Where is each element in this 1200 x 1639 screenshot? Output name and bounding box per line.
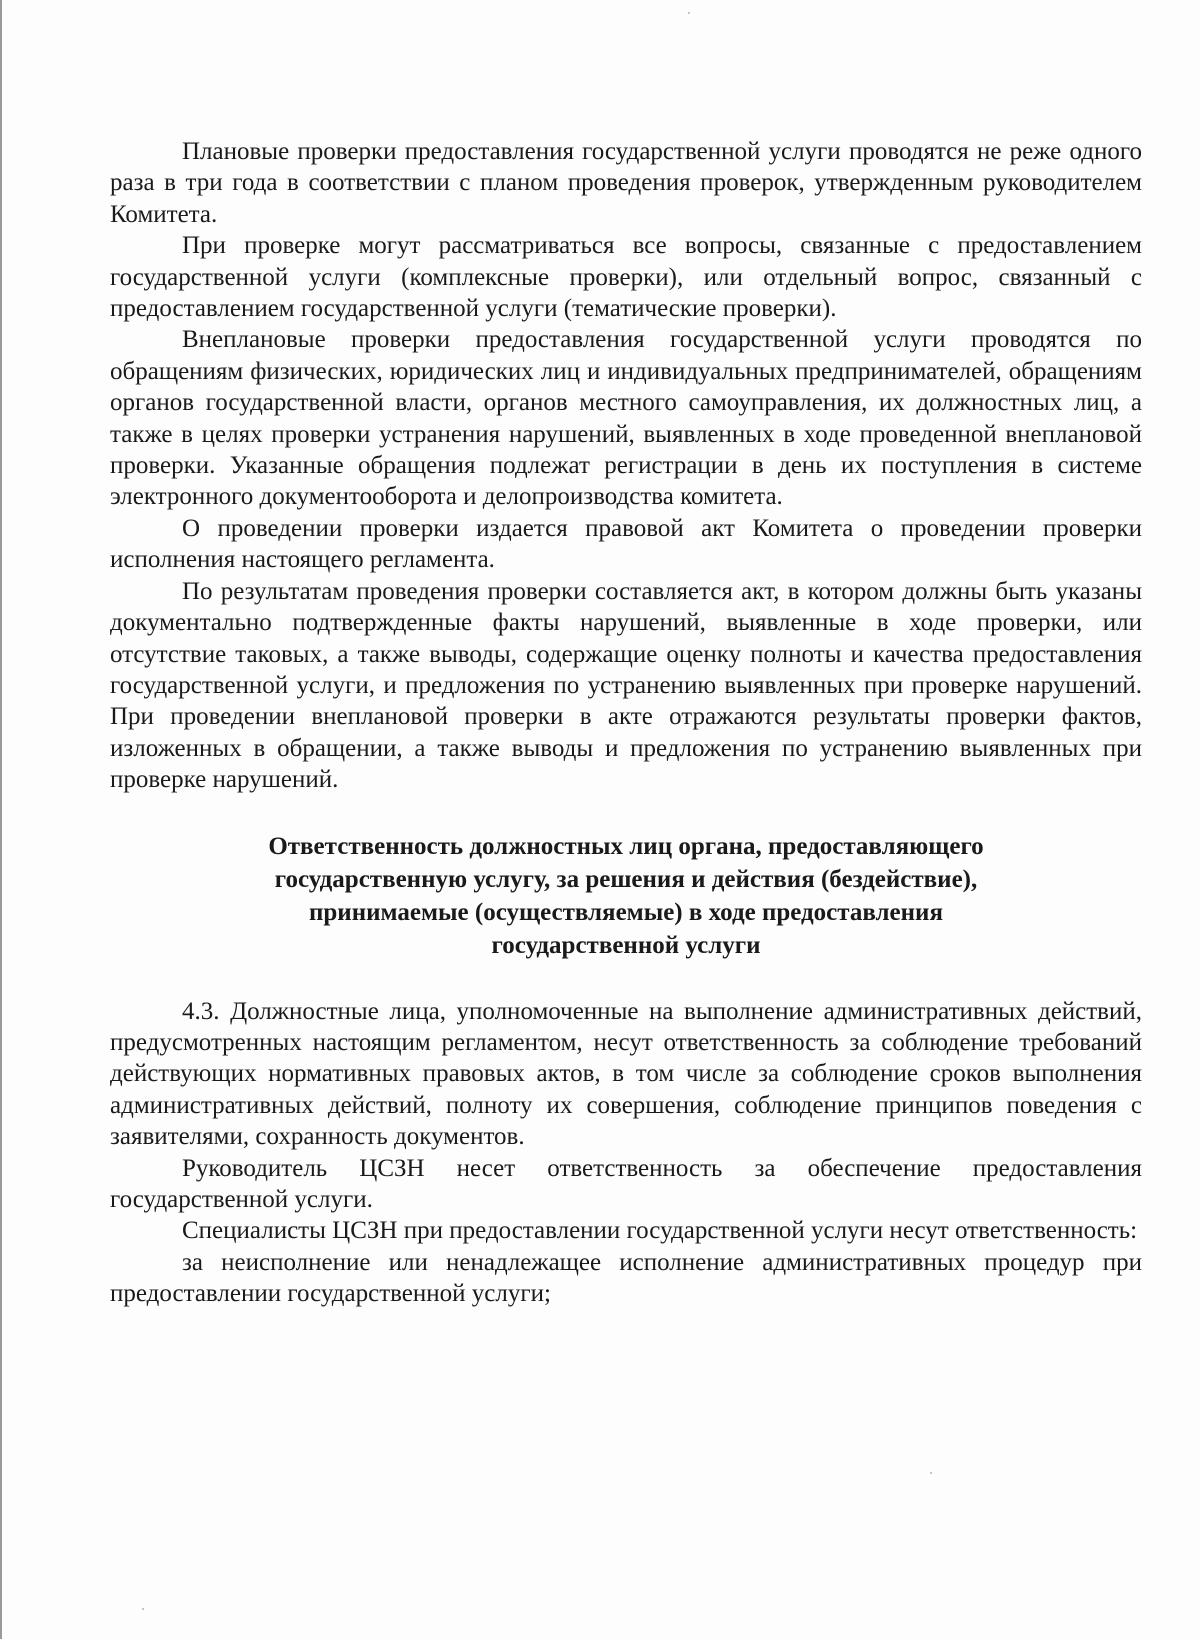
scan-speck (688, 12, 690, 14)
paragraph-unplanned-inspections: Внеплановые проверки предоставления государственной услуги проводятся по обращениям физических, юридических лиц и индивидуальных предпринимателей, обращениям органов государственной власти, органов местного самоуправления, их должностных лиц, а также в целях проверки устранения нарушений, выявленных в ходе проведенной внеплановой проверки. Указанные обращения подлежат регистрации в день их поступления в системе электронного документооборота и делопроизводства комитета. (110, 326, 1142, 511)
heading-line: государственную услугу, за решения и действия (бездействие), (274, 865, 978, 893)
heading-line: государственной услуги (491, 931, 761, 959)
paragraph-inspection-results: По результатам проведения проверки составляется акт, в котором должны быть указаны документально подтвержденные факты нарушений, выявленные в ходе проверки, или отсутствие таковых, а также выводы, содержащие оценку полноты и качества предоставления государственной услуги, и предложения по устранению выявленных при проверке нарушений. При проведении внеплановой проверки в акте отражаются результаты проверки фактов, изложенных в обращении, а также выводы и предложения по устранению выявленных при проверке нарушений. (110, 577, 1142, 794)
heading-line: Ответственность должностных лиц органа, предоставляющего (268, 832, 984, 860)
paragraph-inspection-scope: При проверке могут рассматриваться все вопросы, связанные с предоставлением государственной услуги (комплексные проверки), или отдельный вопрос, связанный с предоставлением государственной услуги (тематические проверки). (110, 232, 1142, 323)
paragraph-officials-responsibility: 4.3. Должностные лица, уполномоченные на выполнение административных действий, предусмотренных настоящим регламентом, несут ответственность за соблюдение требований действующих нормативных правовых актов, в том числе за соблюдение сроков выполнения административных действий, полноту их совершения, соблюдение принципов поведения с заявителями, сохранность документов. (110, 997, 1142, 1151)
paragraph-specialists-responsibility: Специалисты ЦСЗН при предоставлении государственной услуги несут ответственность: (182, 1217, 1138, 1245)
document-body (110, 136, 1142, 1310)
scan-edge (0, 0, 2, 1639)
scan-speck (930, 1472, 932, 1474)
paragraph-planned-inspections: Плановые проверки предоставления государственной услуги проводятся не реже одного раза в три года в соответствии с планом проведения проверок, утвержденным руководителем Комитета. (110, 138, 1142, 228)
paragraph-procedures-responsibility: за неисполнение или ненадлежащее исполнение административных процедур при предоставлении государственной услуги; (110, 1248, 1142, 1308)
scan-speck (142, 1608, 144, 1610)
section-heading (110, 830, 1142, 962)
paragraph-legal-act: О проведении проверки издается правовой акт Комитета о проведении проверки исполнения настоящего регламента. (110, 514, 1142, 574)
heading-line: принимаемые (осуществляемые) в ходе предоставления (309, 898, 943, 926)
paragraph-head-responsibility: Руководитель ЦСЗН несет ответственность за обеспечение предоставления государственной услуги. (110, 1154, 1142, 1213)
